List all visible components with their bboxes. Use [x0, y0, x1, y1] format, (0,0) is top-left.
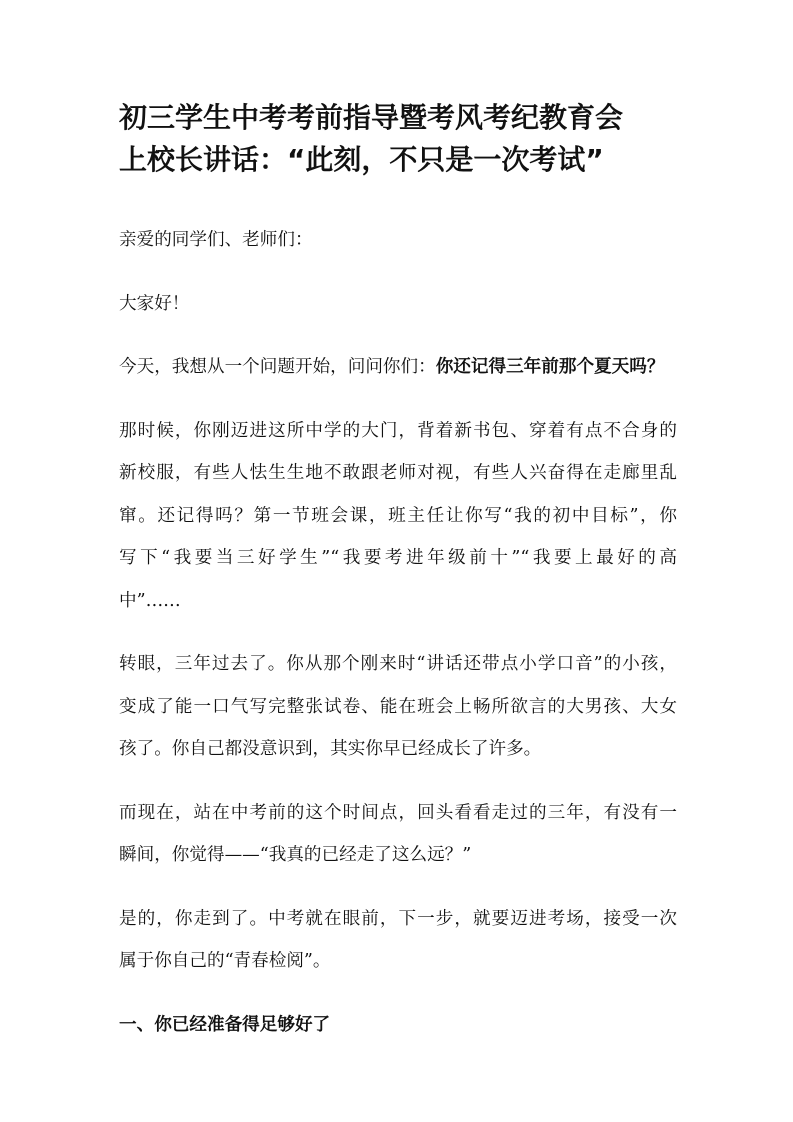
- text-line: 窜。还记得吗？第一节班会课，班主任让你写“我的初中目标”，你: [119, 505, 677, 526]
- text-line: 新校服，有些人怯生生地不敢跟老师对视，有些人兴奋得在走廊里乱: [119, 463, 677, 483]
- paragraph: [119, 792, 677, 877]
- paragraph: [119, 643, 677, 771]
- text-line: 变成了能一口气写完整张试卷、能在班会上畅所欲言的大男孩、大女: [119, 696, 677, 717]
- title-line: 初三学生中考考前指导暨考风考纪教育会: [119, 101, 624, 134]
- title-line: 上校长讲话：“此刻，不只是一次考试”: [119, 143, 604, 176]
- greeting: 亲爱的同学们、老师们：: [119, 230, 313, 250]
- section-heading: 一、你已经准备得足够好了: [119, 1014, 331, 1035]
- question-text: 今天，我想从一个问题开始，问问你们：: [119, 357, 436, 377]
- question-emphasis: 你还记得三年前那个夏天吗？: [435, 357, 665, 377]
- text-line: 转眼，三年过去了。你从那个刚来时“讲话还带点小学口音”的小孩，: [119, 654, 677, 674]
- text-line: 而现在，站在中考前的这个时间点，回头看看走过的三年，有没有一: [119, 802, 677, 823]
- paragraph: [119, 410, 677, 623]
- text-line: 属于你自己的“青春检阅”。: [119, 951, 331, 971]
- text-line: 瞬间，你觉得——“我真的已经走了这么远？”: [119, 845, 472, 865]
- text-line: 那时候，你刚迈进这所中学的大门，背着新书包、穿着有点不合身的: [119, 420, 677, 441]
- document-title: [119, 97, 677, 181]
- text-line: 中”……: [119, 590, 181, 611]
- paragraph: [119, 898, 677, 983]
- hello: 大家好！: [119, 293, 190, 314]
- text-line: 孩了。你自己都没意识到，其实你早已经成长了许多。: [119, 739, 542, 759]
- text-line: 是的，你走到了。中考就在眼前，下一步，就要迈进考场，接受一次: [119, 908, 677, 929]
- question-paragraph: [119, 346, 677, 389]
- text-line: 写下“我要当三好学生”“我要考进年级前十”“我要上最好的高: [119, 548, 677, 568]
- document-content: [119, 97, 677, 1046]
